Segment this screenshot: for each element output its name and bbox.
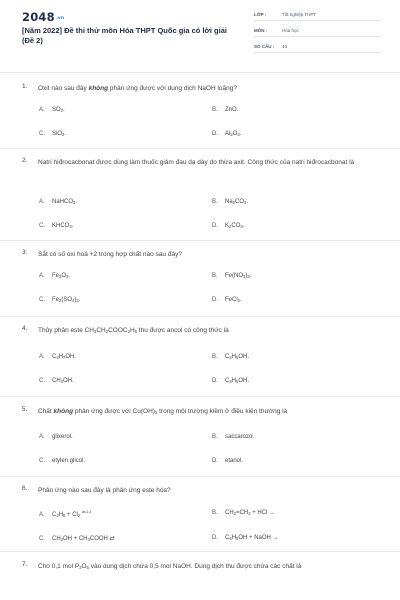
- logo-text: 2048: [22, 10, 55, 24]
- answer-option[interactable]: [212, 273, 251, 279]
- option-text: $SO_2$.: [52, 107, 65, 113]
- question-number: 5.: [22, 406, 28, 413]
- option-text: $CH_2=CH_2$ + HCl →: [225, 510, 276, 516]
- answer-option[interactable]: [39, 510, 91, 518]
- option-text: $Na_2CO_3$.: [225, 199, 249, 205]
- answer-option[interactable]: [39, 535, 115, 542]
- question-divider: [0, 148, 400, 149]
- document-title: [Năm 2022] Đề thi thử môn Hóa THPT Quốc gia có lời giải (Đề 2): [22, 26, 227, 45]
- question-number: 6.: [22, 485, 28, 492]
- option-text: $Fe_2O_3$.: [52, 273, 71, 279]
- question-number: 4.: [22, 325, 28, 332]
- question-text: Thủy phân este $CH_3CH_2COOC_2H_5$ thu được ancol có công thức là: [38, 327, 229, 334]
- option-letter: A.: [39, 512, 45, 518]
- question-number: 3.: [22, 249, 28, 256]
- option-text: $Fe(NO_3)_3$.: [225, 273, 252, 279]
- option-letter: C.: [39, 223, 45, 229]
- question-text: Cho 0,1 mol $P_2O_5$ vào dung dịch chứa 0,5 mol NaOH. Dung dịch thu được chứa các chất là: [38, 563, 302, 570]
- option-text: $K_2CO_3$.: [225, 223, 245, 229]
- answer-option[interactable]: [39, 458, 85, 464]
- question-divider: [0, 240, 400, 241]
- option-letter: C.: [39, 536, 45, 542]
- option-letter: C.: [39, 378, 45, 384]
- answer-option[interactable]: [39, 354, 76, 360]
- answer-option[interactable]: [212, 107, 238, 113]
- meta-key: LỚP :: [254, 11, 267, 17]
- option-text: glixerol.: [52, 434, 73, 440]
- question-divider: [0, 396, 400, 397]
- question-divider: [0, 476, 400, 477]
- option-letter: B.: [212, 510, 218, 516]
- meta-value: Hóa học: [282, 27, 299, 33]
- answer-option[interactable]: [39, 107, 65, 113]
- option-letter: B.: [212, 199, 218, 205]
- option-letter: D.: [212, 458, 218, 464]
- answer-option[interactable]: [212, 458, 243, 464]
- option-letter: B.: [212, 354, 218, 360]
- option-letter: C.: [39, 131, 45, 137]
- meta-value: 40: [282, 43, 288, 49]
- answer-option[interactable]: [212, 354, 249, 360]
- option-text: $C_2H_5OH$.: [225, 354, 250, 360]
- answer-option[interactable]: [212, 297, 242, 303]
- meta-row-subject: [254, 24, 380, 37]
- option-letter: B.: [212, 107, 218, 113]
- meta-value: Tốt nghiệp THPT: [282, 11, 317, 17]
- option-letter: A.: [39, 273, 45, 279]
- answer-option[interactable]: [39, 273, 70, 279]
- option-text: $C_3H_5OH$.: [225, 378, 250, 384]
- answer-option[interactable]: [39, 199, 77, 205]
- question-text: Natri hiđrocacbonat được dùng làm thuốc giảm đau dạ dày do thừa axit. Công thức của natri hiđrocacbonat là: [38, 159, 355, 166]
- question-divider: [0, 316, 400, 317]
- answer-option[interactable]: [212, 434, 255, 440]
- answer-option[interactable]: [212, 378, 249, 384]
- question-text: Phản ứng nào sau đây là phản ứng este hóa?: [38, 487, 171, 494]
- option-text: $C_3H_7OH$.: [52, 354, 77, 360]
- option-text: $C_2H_6 + Cl_2$ $^{as,1:1}$: [52, 510, 92, 518]
- question-number: 7.: [22, 561, 28, 568]
- option-letter: A.: [39, 107, 45, 113]
- meta-row-class: [254, 8, 380, 21]
- option-text: NaHCO$_3$.: [52, 199, 78, 205]
- option-text: etanol.: [225, 458, 244, 464]
- option-letter: D.: [212, 297, 218, 303]
- option-letter: A.: [39, 434, 45, 440]
- question-number: 2.: [22, 157, 28, 164]
- answer-option[interactable]: [212, 223, 244, 229]
- answer-option[interactable]: [212, 199, 248, 205]
- option-text: $C_6H_5OH$ + NaOH →: [225, 535, 279, 541]
- option-letter: C.: [39, 458, 45, 464]
- option-text: $Fe_2(SO_4)_3$.: [52, 297, 81, 303]
- option-text: saccarozơ.: [225, 434, 255, 440]
- option-text: $CH_3OH$.: [52, 378, 74, 384]
- option-text: ZnO.: [225, 107, 239, 113]
- answer-option[interactable]: [39, 297, 80, 303]
- question-divider: [0, 72, 400, 73]
- question-text: Chất không phản ứng được với $Cu(OH)_2$ trong môi trường kiềm ở điều kiện thường là: [38, 408, 288, 415]
- answer-option[interactable]: [39, 223, 73, 229]
- site-logo[interactable]: [22, 10, 64, 24]
- option-letter: D.: [212, 378, 218, 384]
- option-text: SiO$_2$.: [52, 131, 67, 137]
- logo-suffix: .vn: [55, 16, 65, 21]
- answer-option[interactable]: [212, 535, 279, 541]
- option-letter: B.: [212, 434, 218, 440]
- option-text: $Al_2O_3$.: [225, 131, 242, 137]
- answer-option[interactable]: [39, 434, 73, 440]
- meta-box: [254, 8, 380, 56]
- option-text: FeCl$_2$.: [225, 297, 242, 303]
- option-letter: C.: [39, 297, 45, 303]
- answer-option[interactable]: [212, 510, 275, 516]
- question-number: 1.: [22, 83, 28, 90]
- option-letter: A.: [39, 199, 45, 205]
- option-text: $CH_3OH$ + $CH_3COOH$ ⇄: [52, 536, 115, 542]
- option-letter: D.: [212, 535, 218, 541]
- meta-key: MÔN :: [254, 27, 268, 33]
- question-divider: [0, 551, 400, 552]
- option-letter: D.: [212, 223, 218, 229]
- meta-row-count: [254, 40, 380, 53]
- option-text: etylen glicol.: [52, 458, 86, 464]
- option-letter: B.: [212, 273, 218, 279]
- meta-key: SỐ CÂU :: [254, 43, 275, 49]
- option-letter: D.: [212, 131, 218, 137]
- answer-option[interactable]: [212, 131, 241, 137]
- answer-option[interactable]: [39, 131, 66, 137]
- option-text: $KHCO_3$.: [52, 223, 74, 229]
- question-text: Oxit nào sau đây không phản ứng được với dung dịch NaOH loãng?: [38, 85, 237, 92]
- option-letter: A.: [39, 354, 45, 360]
- question-text: Sắt có số oxi hoá +2 trong hợp chất nào sau đây?: [38, 251, 182, 258]
- answer-option[interactable]: [39, 378, 74, 384]
